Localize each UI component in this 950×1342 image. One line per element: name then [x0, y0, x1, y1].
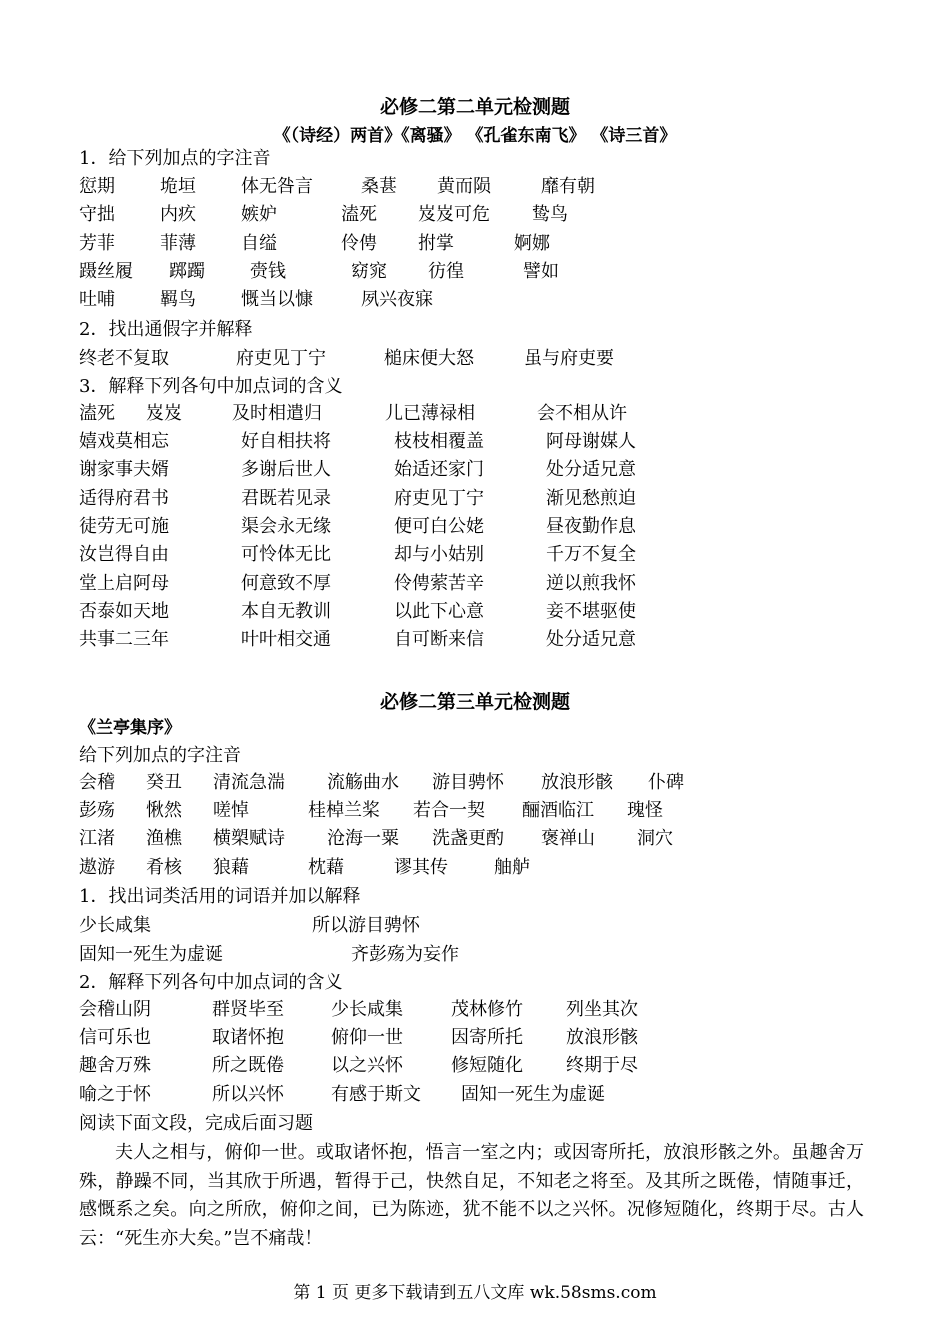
term: 逆以煎我怀	[546, 573, 636, 594]
term: 列坐其次	[566, 999, 638, 1020]
term: 修短随化	[451, 1055, 523, 1076]
term: 黄而陨	[437, 176, 491, 197]
term: 始适还家门	[394, 459, 484, 480]
unit2-question-2: 2．找出通假字并解释	[79, 319, 253, 340]
term: 洗盏更酌	[432, 828, 504, 849]
term: 自可断来信	[394, 629, 484, 650]
term: 处分适兄意	[546, 629, 636, 650]
term: 虽与府吏要	[524, 348, 614, 369]
unit2-question-3: 3．解释下列各句中加点词的含义	[79, 376, 343, 397]
unit3-huoyong-row	[0, 915, 950, 939]
term: 洞穴	[637, 828, 673, 849]
unit2-explain-row	[0, 459, 950, 483]
term: 内疚	[160, 204, 196, 225]
term: 彷徨	[428, 261, 464, 282]
term: 仆碑	[648, 772, 684, 793]
term: 守拙	[79, 204, 115, 225]
term: 窈窕	[351, 261, 387, 282]
unit2-tongjia-row	[0, 348, 950, 372]
unit2-pinyin-row	[0, 204, 950, 228]
unit2-explain-row	[0, 431, 950, 455]
term: 桂棹兰桨	[308, 800, 380, 821]
term: 多谢后世人	[241, 459, 331, 480]
term: 鸷鸟	[532, 204, 568, 225]
term: 谢家事夫婿	[79, 459, 169, 480]
term: 喻之于怀	[79, 1084, 151, 1105]
term: 渐见愁煎迫	[546, 488, 636, 509]
unit2-explain-row	[0, 516, 950, 540]
term: 体无咎言	[241, 176, 313, 197]
term: 放浪形骸	[541, 772, 613, 793]
unit3-pinyin-row	[0, 828, 950, 852]
term: 所以兴怀	[212, 1084, 284, 1105]
term: 共事二三年	[79, 629, 169, 650]
term: 狼藉	[213, 857, 249, 878]
term: 瑰怪	[627, 800, 663, 821]
term: 千万不复全	[546, 544, 636, 565]
term: 枝枝相覆盖	[394, 431, 484, 452]
term: 吐哺	[79, 289, 115, 310]
term: 所之既倦	[212, 1055, 284, 1076]
term: 所以游目骋怀	[312, 915, 420, 936]
term: 慨当以慷	[241, 289, 313, 310]
term: 伶俜	[341, 233, 377, 254]
term: 终老不复取	[79, 348, 169, 369]
unit2-explain-row	[0, 573, 950, 597]
term: 君既若见录	[241, 488, 331, 509]
unit3-pinyin-row	[0, 800, 950, 824]
term: 趣舍万殊	[79, 1055, 151, 1076]
term: 羁鸟	[160, 289, 196, 310]
term: 流觞曲水	[327, 772, 399, 793]
term: 处分适兄意	[546, 459, 636, 480]
term: 婀娜	[514, 233, 550, 254]
term: 汝岂得自由	[79, 544, 169, 565]
term: 本自无教训	[241, 601, 331, 622]
term: 拊掌	[418, 233, 454, 254]
term: 昼夜勤作息	[546, 516, 636, 537]
unit2-explain-row	[0, 403, 950, 427]
term: 癸丑	[146, 772, 182, 793]
term: 少长咸集	[79, 915, 151, 936]
term: 固知一死生为虚诞	[461, 1084, 605, 1105]
term: 酾酒临江	[522, 800, 594, 821]
term: 游目骋怀	[432, 772, 504, 793]
term: 固知一死生为虚诞	[79, 944, 223, 965]
term: 嫉妒	[241, 204, 277, 225]
page-footer: 第 1 页 更多下载请到五八文库 wk.58sms.com	[293, 1283, 657, 1303]
unit3-explain-row	[0, 1027, 950, 1051]
unit3-pinyin-row	[0, 857, 950, 881]
term: 江渚	[79, 828, 115, 849]
term: 槌床便大怒	[384, 348, 474, 369]
unit3-huoyong-row	[0, 944, 950, 968]
term: 俯仰一世	[331, 1027, 403, 1048]
term: 遨游	[79, 857, 115, 878]
unit2-question-1: 1．给下列加点的字注音	[79, 148, 271, 169]
unit3-title: 必修二第三单元检测题	[379, 691, 570, 713]
term: 溘死	[341, 204, 377, 225]
term: 愀然	[146, 800, 182, 821]
term: 自缢	[241, 233, 277, 254]
term: 若合一契	[413, 800, 485, 821]
unit3-question-2: 2．解释下列各句中加点词的含义	[79, 972, 343, 993]
term: 渠会永无缘	[241, 516, 331, 537]
term: 赍钱	[250, 261, 286, 282]
term: 府吏见丁宁	[236, 348, 326, 369]
term: 因寄所托	[451, 1027, 523, 1048]
term: 蹑丝履	[79, 261, 133, 282]
term: 儿已薄禄相	[385, 403, 475, 424]
term: 齐彭殇为妄作	[351, 944, 459, 965]
term: 譬如	[523, 261, 559, 282]
term: 褒禅山	[541, 828, 595, 849]
term: 踯躅	[169, 261, 205, 282]
term: 舳舻	[494, 857, 530, 878]
term: 堂上启阿母	[79, 573, 169, 594]
reading-prompt: 阅读下面文段，完成后面习题	[79, 1113, 313, 1134]
term: 叶叶相交通	[241, 629, 331, 650]
term: 伶俜萦苦辛	[394, 573, 484, 594]
term: 何意致不厚	[241, 573, 331, 594]
term: 茂林修竹	[451, 999, 523, 1020]
term: 会稽山阴	[79, 999, 151, 1020]
unit3-question-0: 给下列加点的字注音	[79, 745, 241, 766]
term: 徒劳无可施	[79, 516, 169, 537]
term: 会稽	[79, 772, 115, 793]
term: 彭殇	[79, 800, 115, 821]
unit3-question-1: 1．找出词类活用的词语并加以解释	[79, 886, 361, 907]
term: 靡有朝	[541, 176, 595, 197]
unit2-explain-row	[0, 488, 950, 512]
term: 少长咸集	[331, 999, 403, 1020]
term: 却与小姑别	[394, 544, 484, 565]
term: 芳菲	[79, 233, 115, 254]
term: 桑葚	[361, 176, 397, 197]
term: 可怜体无比	[241, 544, 331, 565]
term: 嬉戏莫相忘	[79, 431, 169, 452]
term: 沧海一粟	[327, 828, 399, 849]
unit2-pinyin-row	[0, 176, 950, 200]
term: 便可白公姥	[394, 516, 484, 537]
unit2-pinyin-row	[0, 233, 950, 257]
term: 及时相遣归	[232, 403, 322, 424]
term: 会不相从许	[537, 403, 627, 424]
term: 阿母谢媒人	[546, 431, 636, 452]
term: 溘死	[79, 403, 115, 424]
term: 府吏见丁宁	[394, 488, 484, 509]
term: 否泰如天地	[79, 601, 169, 622]
unit2-pinyin-row	[0, 261, 950, 285]
term: 枕藉	[308, 857, 344, 878]
unit2-explain-row	[0, 629, 950, 653]
term: 横槊赋诗	[213, 828, 285, 849]
unit2-title: 必修二第二单元检测题	[379, 96, 570, 118]
unit3-section-title: 《兰亭集序》	[79, 718, 181, 738]
term: 终期于尽	[566, 1055, 638, 1076]
term: 有感于斯文	[331, 1084, 421, 1105]
term: 信可乐也	[79, 1027, 151, 1048]
unit2-explain-row	[0, 601, 950, 625]
term: 岌岌可危	[418, 204, 490, 225]
unit3-explain-row	[0, 1084, 950, 1108]
term: 岌岌	[146, 403, 182, 424]
term: 适得府君书	[79, 488, 169, 509]
term: 取诸怀抱	[212, 1027, 284, 1048]
term: 渔樵	[146, 828, 182, 849]
term: 清流急湍	[213, 772, 285, 793]
unit2-pinyin-row	[0, 289, 950, 313]
term: 肴核	[146, 857, 182, 878]
term: 放浪形骸	[566, 1027, 638, 1048]
term: 以之兴怀	[331, 1055, 403, 1076]
term: 夙兴夜寐	[361, 289, 433, 310]
term: 菲薄	[160, 233, 196, 254]
term: 垝垣	[160, 176, 196, 197]
term: 以此下心意	[394, 601, 484, 622]
unit3-explain-row	[0, 1055, 950, 1079]
term: 好自相扶将	[241, 431, 331, 452]
term: 谬其传	[394, 857, 448, 878]
passage: 夫人之相与，俯仰一世。或取诸怀抱，悟言一室之内；或因寄所托，放浪形骸之外。虽趣舍万殊，静躁不同，当其欣于所遇，暂得于己，快然自足，不知老之将至。及其所之既倦，情随事迁，感慨系之矣。向之所欣，俯仰之间，已为陈迹，犹不能不以之兴怀。况修短随化，终期于尽。古人云：“死生亦大矣。”岂不痛哉！	[79, 1142, 864, 1249]
unit2-explain-row	[0, 544, 950, 568]
term: 愆期	[79, 176, 115, 197]
term: 嗟悼	[213, 800, 249, 821]
unit3-pinyin-row	[0, 772, 950, 796]
unit3-explain-row	[0, 999, 950, 1023]
unit2-subtitle: 《（诗经）两首》《离骚》 《孔雀东南飞》 《诗三首》	[273, 126, 677, 146]
term: 群贤毕至	[212, 999, 284, 1020]
term: 妾不堪驱使	[546, 601, 636, 622]
